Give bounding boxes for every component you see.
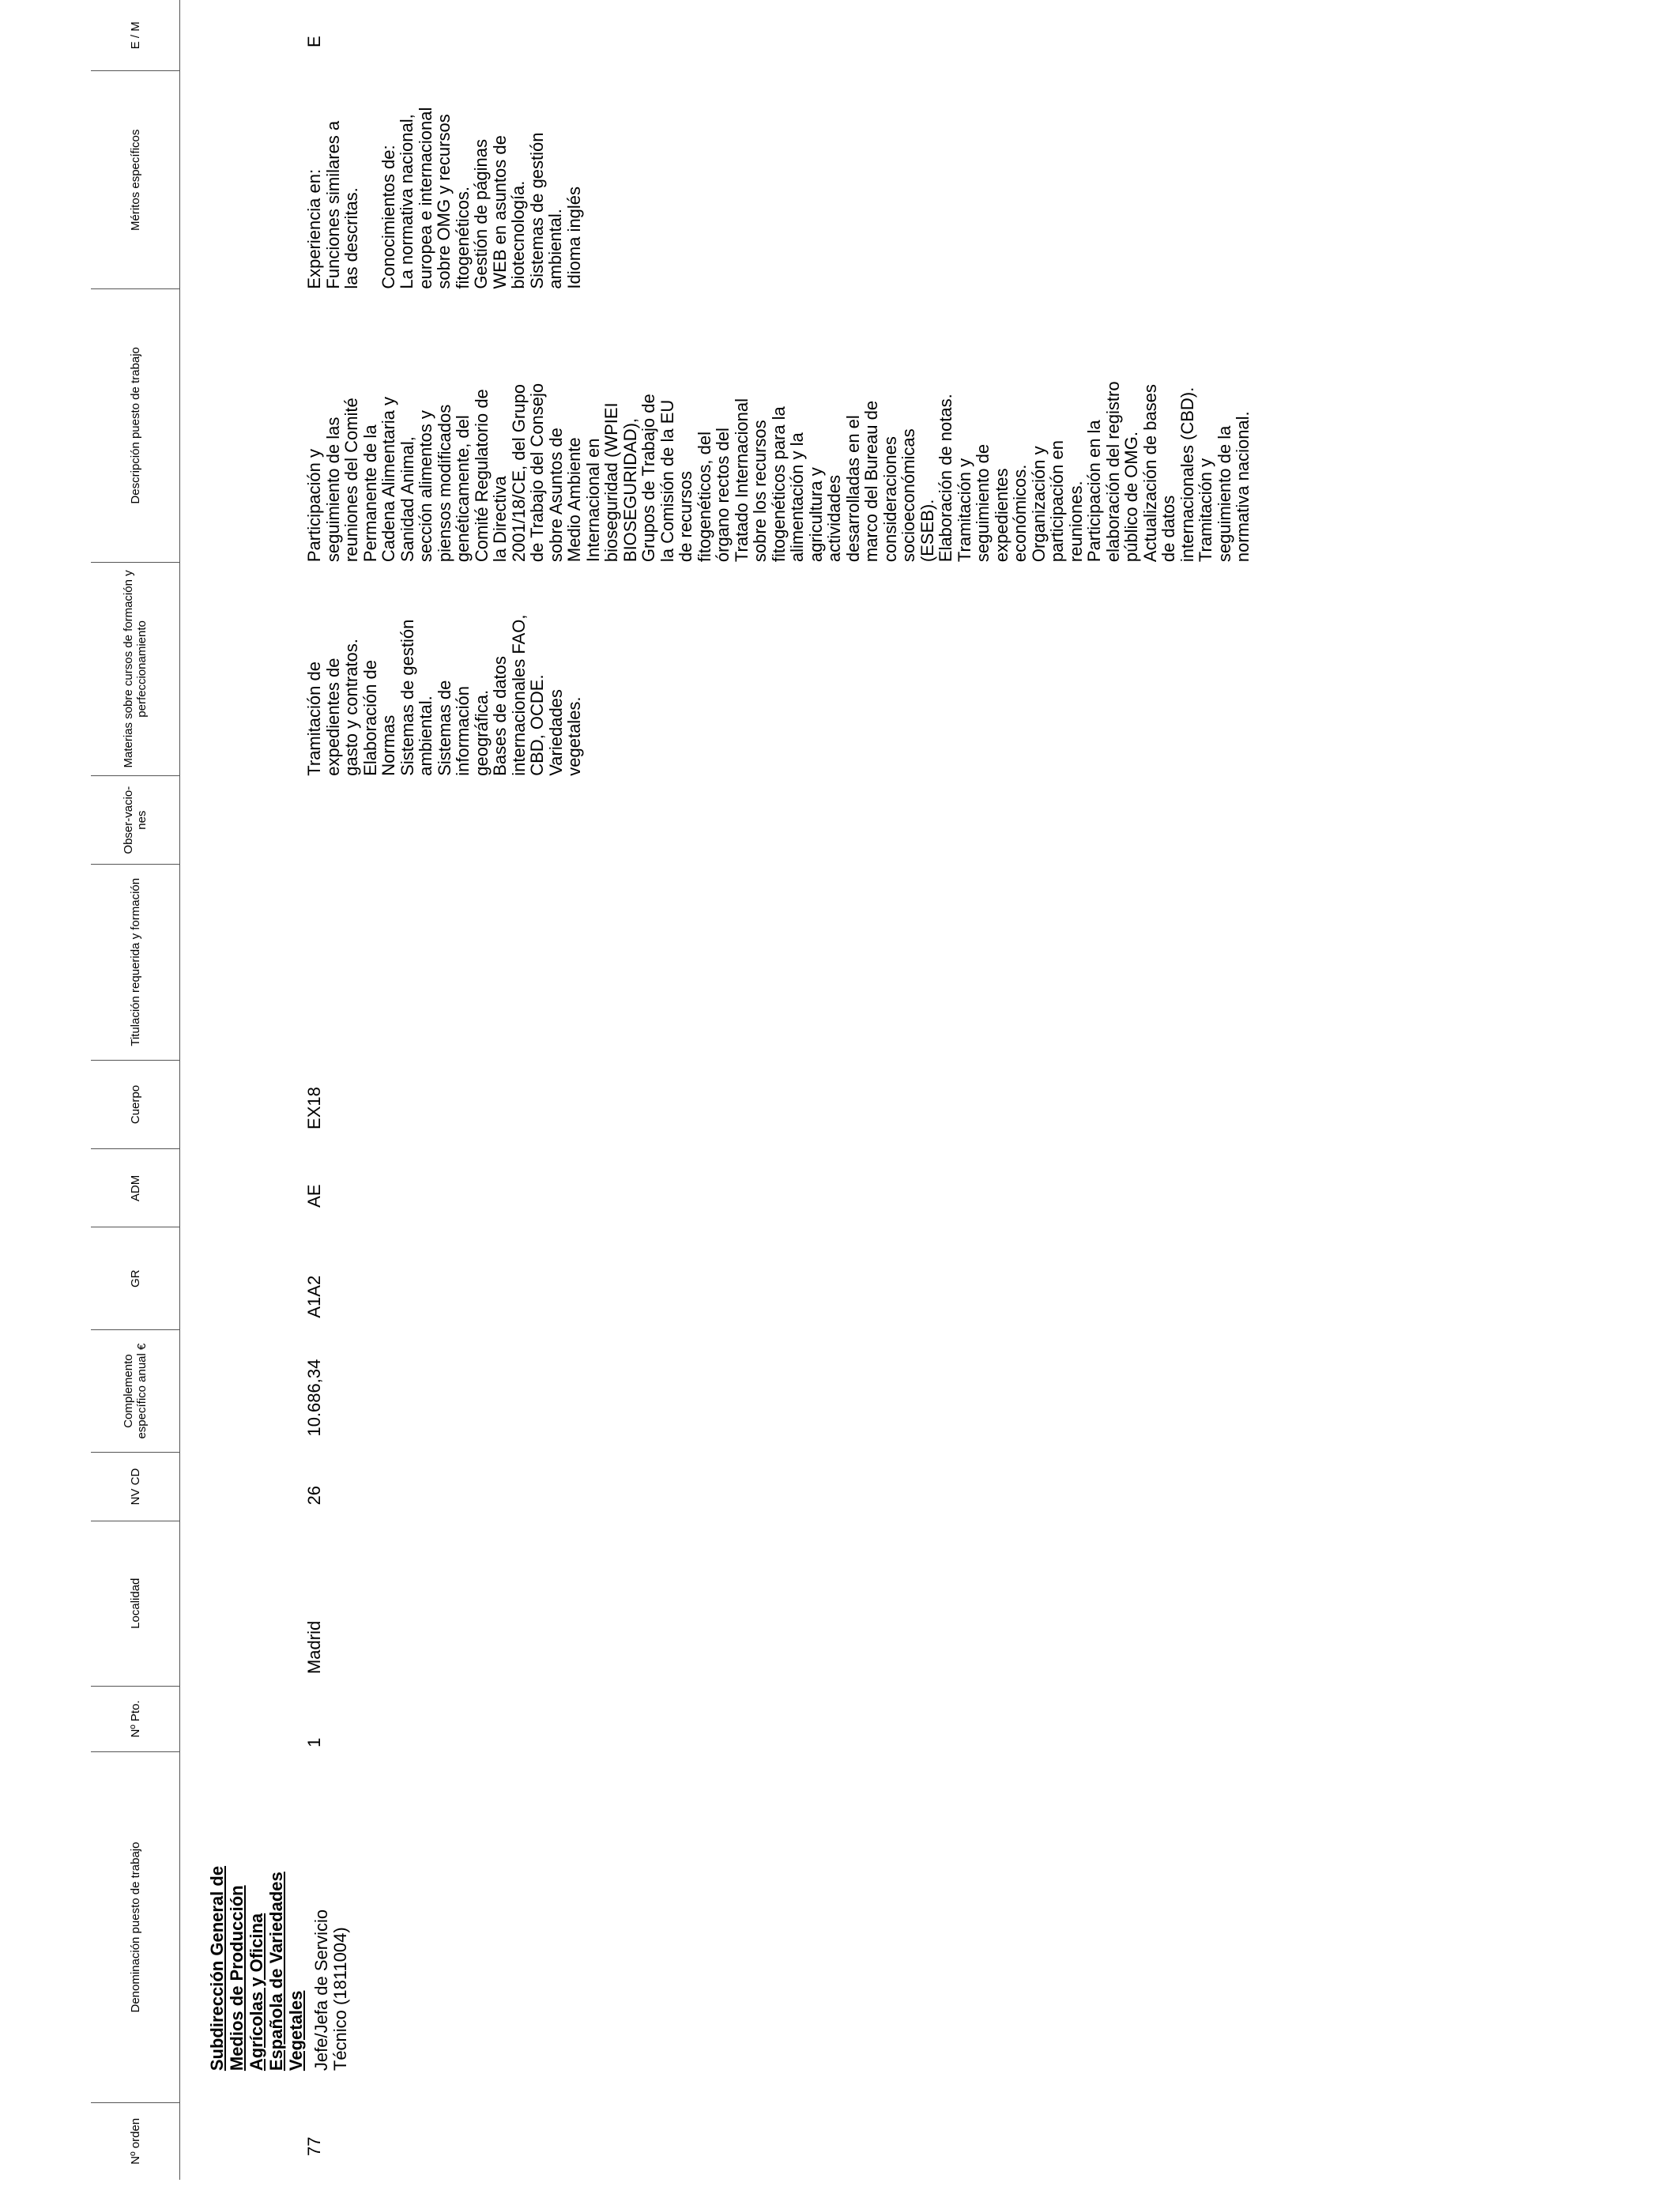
materias-line: Bases de datos: [490, 656, 510, 776]
descripcion-line: piensos modificados: [434, 404, 454, 563]
descripcion-line: seguimiento de las: [322, 417, 343, 563]
descripcion-line: elaboración del registro: [1102, 381, 1123, 563]
meritos-line: Idioma inglés: [563, 186, 584, 289]
cell-titulacion: [180, 865, 1659, 1061]
materias-line: ambiental.: [416, 696, 435, 776]
subdireccion-heading: Subdirección General de Medios de Producción Agrícolas y Oficina Española de Variedades Vegetales: [207, 1865, 306, 2071]
cell-denominacion: [180, 1752, 1659, 2102]
materias-line: Sistemas de: [434, 680, 454, 776]
descripcion-line: órgano rectos del: [713, 428, 733, 563]
materias-line: información: [453, 686, 473, 776]
meritos-line: Experiencia en:: [304, 168, 324, 289]
adm-value: AE: [304, 1184, 324, 1208]
meritos-line: fitogenéticos.: [452, 186, 473, 289]
descripcion-line: (ESEB).: [917, 499, 937, 563]
meritos-line: ambiental.: [545, 209, 565, 289]
descripcion-line: la Directiva: [490, 476, 510, 563]
nv-cd-value: 26: [304, 1485, 324, 1506]
header-row: [91, 0, 180, 2180]
materias-list: [305, 562, 584, 776]
meritos-line: Gestión de páginas: [471, 139, 491, 289]
descripcion-line: sobre Asuntos de: [545, 428, 566, 563]
meritos-experiencia: [305, 71, 361, 289]
descripcion-line: la Comisión de la EU: [657, 399, 677, 563]
n-orden-value: 77: [304, 2136, 324, 2156]
descripcion-line: actividades: [824, 475, 844, 563]
descripcion-line: desarrolladas en el: [842, 415, 863, 563]
header-nv-cd: NV CD: [91, 1453, 180, 1521]
n-pto-value: 1: [304, 1737, 324, 1747]
descripcion-line: Permanente de la: [360, 424, 380, 563]
cell-descripcion: [180, 289, 1659, 563]
descripcion-list: [305, 289, 1252, 563]
denominacion-value: Jefe/Jefa de Servicio Técnico (1811004): [311, 1909, 350, 2071]
header-complemento: Complemento específico anual €: [91, 1330, 180, 1453]
header-em: E / M: [91, 0, 180, 71]
descripcion-line: reuniones.: [1065, 481, 1086, 563]
descripcion-line: Comité Regulatorio de: [471, 389, 492, 563]
descripcion-line: genéticamente, del: [453, 415, 473, 563]
materias-line: Elaboración de: [360, 659, 380, 776]
materias-line: expedientes de: [322, 658, 343, 776]
descripcion-line: BIOSEGURIDAD),: [620, 417, 640, 563]
cell-em: [180, 0, 1659, 71]
descripcion-line: agricultura y: [805, 467, 826, 563]
localidad-value: Madrid: [304, 1620, 324, 1675]
descripcion-line: Medio Ambiente: [564, 437, 584, 563]
descripcion-line: de datos: [1158, 495, 1178, 563]
descripcion-line: alimentación y la: [787, 432, 807, 563]
materias-line: Sistemas de gestión: [397, 619, 417, 776]
descripcion-line: económicos.: [1010, 464, 1030, 563]
materias-line: Normas: [379, 714, 398, 776]
descripcion-line: Tratado Internacional: [731, 398, 751, 563]
complemento-value: 10.686,34: [304, 1359, 324, 1437]
meritos-line: Conocimientos de:: [378, 145, 398, 289]
descripcion-line: internacionales (CBD).: [1177, 386, 1197, 563]
descripcion-line: seguimiento de: [973, 443, 993, 563]
cell-nv-cd: [180, 1453, 1659, 1521]
meritos-line: WEB en asuntos de: [489, 135, 510, 289]
cell-n-orden: [180, 2102, 1659, 2180]
descripcion-line: reuniones del Comité: [341, 398, 361, 563]
descripcion-line: fitogenéticos, del: [694, 432, 714, 563]
descripcion-line: bioseguridad (WPIEI: [601, 402, 621, 563]
header-titulacion: Titulación requerida y formación: [91, 865, 180, 1061]
cell-adm: [180, 1149, 1659, 1227]
cell-complemento: [180, 1330, 1659, 1453]
descripcion-line: fitogenéticos para la: [768, 406, 789, 563]
descripcion-line: Participación en la: [1084, 420, 1104, 563]
cell-observaciones: [180, 776, 1659, 865]
table-row: [180, 0, 1659, 2180]
materias-line: geográfica.: [471, 689, 492, 776]
meritos-line: europea e internacional: [415, 107, 435, 289]
descripcion-line: Actualización de bases: [1139, 384, 1160, 563]
descripcion-line: Participación y: [304, 449, 324, 563]
em-value: E: [304, 36, 324, 47]
descripcion-line: marco del Bureau de: [861, 400, 881, 563]
materias-line: gasto y contratos.: [341, 639, 361, 776]
header-adm: ADM: [91, 1149, 180, 1227]
header-gr: GR: [91, 1227, 180, 1330]
cell-n-pto: [180, 1686, 1659, 1752]
header-materias: Materias sobre cursos de formación y perfeccionamiento: [91, 562, 180, 776]
cell-localidad: [180, 1521, 1659, 1686]
header-n-pto: Nº Pto.: [91, 1686, 180, 1752]
descripcion-line: 2001/18/CE, del Grupo: [508, 384, 529, 563]
gr-value: A1A2: [304, 1275, 324, 1318]
meritos-line: La normativa nacional,: [397, 114, 416, 289]
cell-meritos: [180, 71, 1659, 289]
cuerpo-value: EX18: [304, 1087, 324, 1129]
descripcion-line: Organización y: [1028, 446, 1049, 563]
descripcion-line: de Trabajo del Consejo: [527, 383, 547, 563]
cell-materias: [180, 562, 1659, 776]
materias-line: CBD, OCDE.: [527, 674, 547, 776]
descripcion-line: sección alimentos y: [416, 410, 435, 563]
header-denominacion: Denominación puesto de trabajo: [91, 1752, 180, 2102]
descripcion-line: Tramitación y: [954, 458, 974, 563]
descripcion-line: normativa nacional.: [1233, 411, 1252, 563]
descripcion-line: Internacional en: [582, 438, 603, 563]
header-n-orden: Nº orden: [91, 2102, 180, 2180]
meritos-conocimientos: [379, 71, 584, 289]
descripcion-line: participación en: [1047, 440, 1067, 563]
meritos-line: Funciones similares a: [322, 120, 343, 289]
descripcion-line: consideraciones: [880, 436, 900, 563]
materias-line: Variedades: [545, 689, 566, 776]
meritos-line: sobre OMG y recursos: [434, 114, 454, 289]
cell-gr: [180, 1227, 1659, 1330]
descripcion-line: sobre los recursos: [750, 420, 770, 563]
descripcion-line: de recursos: [676, 471, 695, 563]
descripcion-line: Grupos de Trabajo de: [638, 394, 658, 563]
descripcion-line: Tramitación y: [1196, 458, 1215, 563]
descripcion-line: Elaboración de notas.: [936, 394, 955, 563]
meritos-line: biotecnología.: [508, 180, 528, 289]
descripcion-line: seguimiento de la: [1214, 425, 1234, 563]
descripcion-line: público de OMG.: [1121, 432, 1141, 563]
header-descripcion: Descripción puesto de trabajo: [91, 289, 180, 563]
meritos-line: Sistemas de gestión: [526, 132, 547, 289]
header-localidad: Localidad: [91, 1521, 180, 1686]
descripcion-line: Sanidad Animal,: [397, 436, 417, 563]
materias-line: Tramitación de: [304, 662, 324, 776]
header-meritos: Méritos específicos: [91, 71, 180, 289]
header-observaciones: Obser-vacio-nes: [91, 776, 180, 865]
descripcion-line: expedientes: [991, 468, 1011, 563]
materias-line: vegetales.: [564, 696, 584, 776]
materias-line: internacionales FAO,: [508, 614, 529, 776]
descripcion-line: socioeconómicas: [898, 428, 918, 563]
puestos-table: [91, 0, 1658, 2180]
meritos-line: las descritas.: [341, 187, 361, 289]
header-cuerpo: Cuerpo: [91, 1060, 180, 1149]
cell-cuerpo: [180, 1060, 1659, 1149]
descripcion-line: Cadena Alimentaria y: [379, 396, 398, 563]
